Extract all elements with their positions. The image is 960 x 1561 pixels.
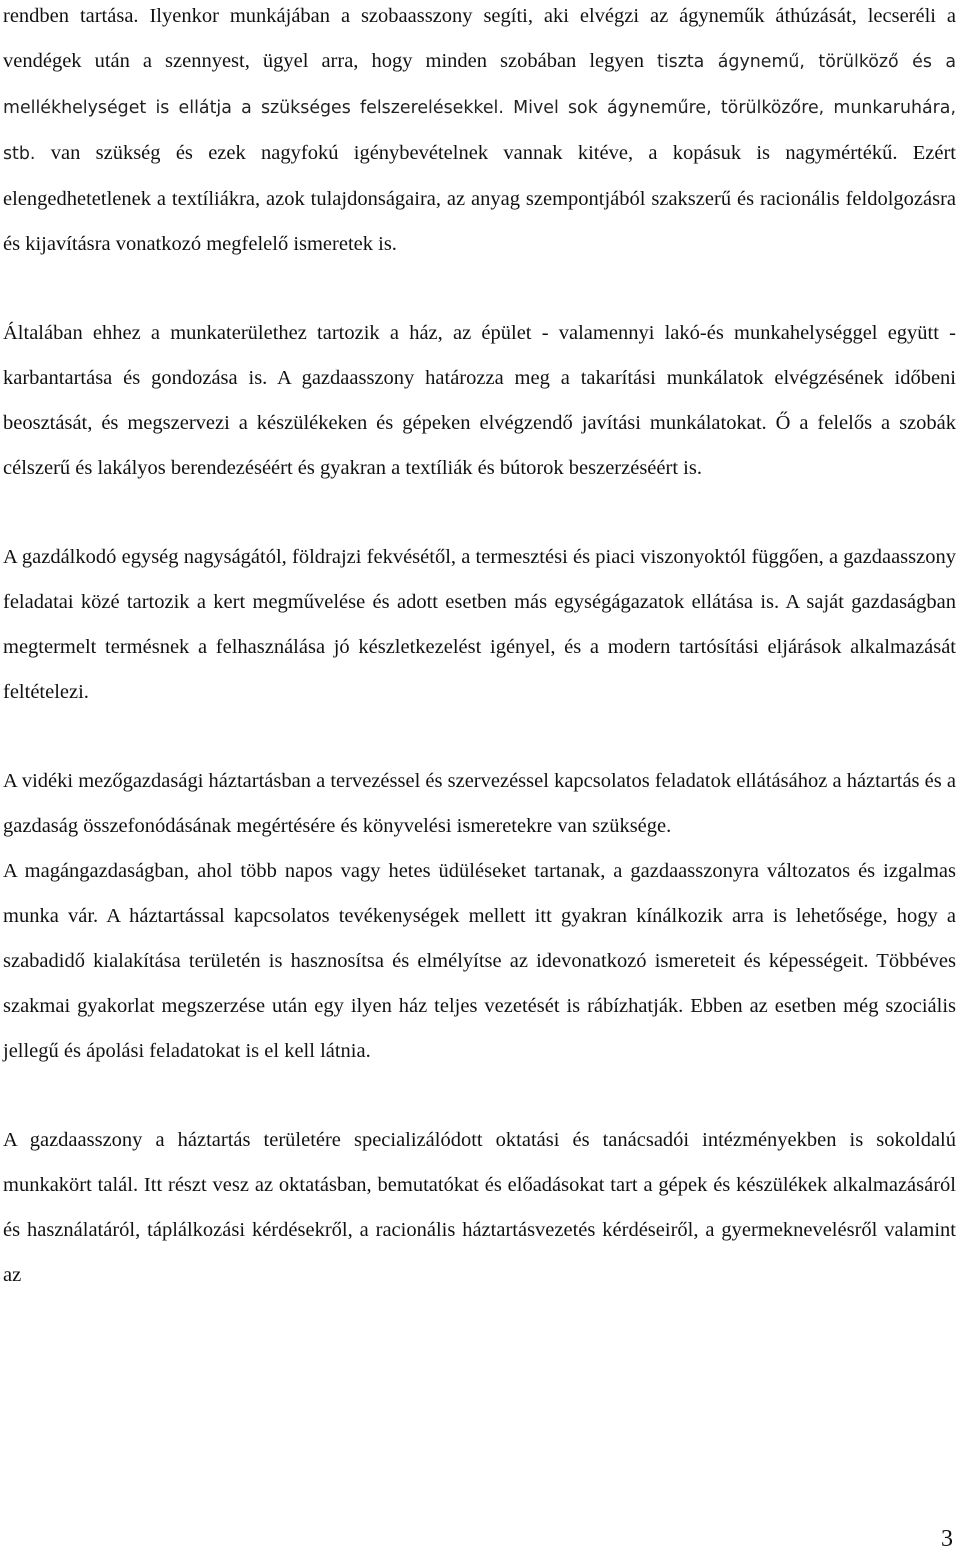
document-body <box>3 0 956 1298</box>
paragraph-text: A gazdálkodó egység nagyságától, földrajzi fekvésétől, a termesztési és piaci viszonyoktól függően, a gazdaasszony feladatai közé tartozik a kert megművelése és adott esetben más egységágazatok ellátása is. A saját gazdaságban megtermelt termésnek a felhasználása jó készletkezelést igényel, és a modern tartósítási eljárások alkalmazását feltételezi. <box>3 546 956 703</box>
paragraph <box>3 0 956 267</box>
paragraph-text: rendben tartása. Ilyenkor munkájában a szobaasszony segíti, aki elvégzi az ágyneműk áthúzását, lecseréli a vendégek után a szennyest, ügyel arra, hogy minden szobában legyen <box>3 5 956 72</box>
paragraph-text: tiszta ágynemű, törülköző és a mellékhelységet is ellátja a szükséges felszerelésekkel. Mivel sok ágyneműre, törülközőre, munkaruhára, stb. <box>3 52 956 164</box>
paragraph <box>3 1118 956 1298</box>
paragraph-spacer <box>3 1074 956 1118</box>
paragraph-text: A gazdaasszony a háztartás területére specializálódott oktatási és tanácsadói intézményekben is sokoldalú munkakört talál. Itt részt vesz az oktatásban, bemutatókat és előadásokat tart a gépek és készülékek alkalmazásáról és használatáról, táplálkozási kérdésekről, a racionális háztartásvezetés kérdéseiről, a gyermeknevelésről valamint az <box>3 1129 956 1286</box>
page-number: 3 <box>941 1526 953 1552</box>
paragraph-text: van szükség és ezek nagyfokú igénybevételnek vannak kitéve, a kopásuk is nagymértékű. Ezért elengedhetetlenek a textíliákra, azok tulajdonságaira, az anyag szempontjából szakszerű és racionális feldolgozásra és kijavításra vonatkozó megfelelő ismeretek is. <box>3 142 956 255</box>
paragraph <box>3 535 956 715</box>
paragraph-spacer <box>3 267 956 311</box>
paragraph-text: A magángazdaságban, ahol több napos vagy hetes üdüléseket tartanak, a gazdaasszonyra változatos és izgalmas munka vár. A háztartással kapcsolatos tevékenységek mellett itt gyakran kínálkozik arra is lehetősége, hogy a szabadidő kialakítása területén is hasznosítsa és elmélyítse az idevonatkozó ismereteit és képességeit. Többéves szakmai gyakorlat megszerzése után egy ilyen ház teljes vezetését is rábízhatják. Ebben az esetben még szociális jellegű és ápolási feladatokat is el kell látnia. <box>3 860 956 1062</box>
paragraph-text: A vidéki mezőgazdasági háztartásban a tervezéssel és szervezéssel kapcsolatos feladatok ellátásához a háztartás és a gazdaság összefonódásának megértésére és könyvelési ismeretekre van szüksége. <box>3 770 956 837</box>
paragraph-spacer <box>3 491 956 535</box>
paragraph <box>3 849 956 1074</box>
paragraph-spacer <box>3 715 956 759</box>
paragraph <box>3 759 956 849</box>
paragraph-text: Általában ehhez a munkaterülethez tartozik a ház, az épület - valamennyi lakó-és munkahelységgel együtt - karbantartása és gondozása is. A gazdaasszony határozza meg a takarítási munkálatok elvégzésének időbeni beosztását, és megszervezi a készülékeken és gépeken elvégzendő javítási munkálatokat. Ő a felelős a szobák célszerű és lakályos berendezéséért és gyakran a textíliák és bútorok beszerzéséért is. <box>3 322 956 479</box>
paragraph <box>3 311 956 491</box>
